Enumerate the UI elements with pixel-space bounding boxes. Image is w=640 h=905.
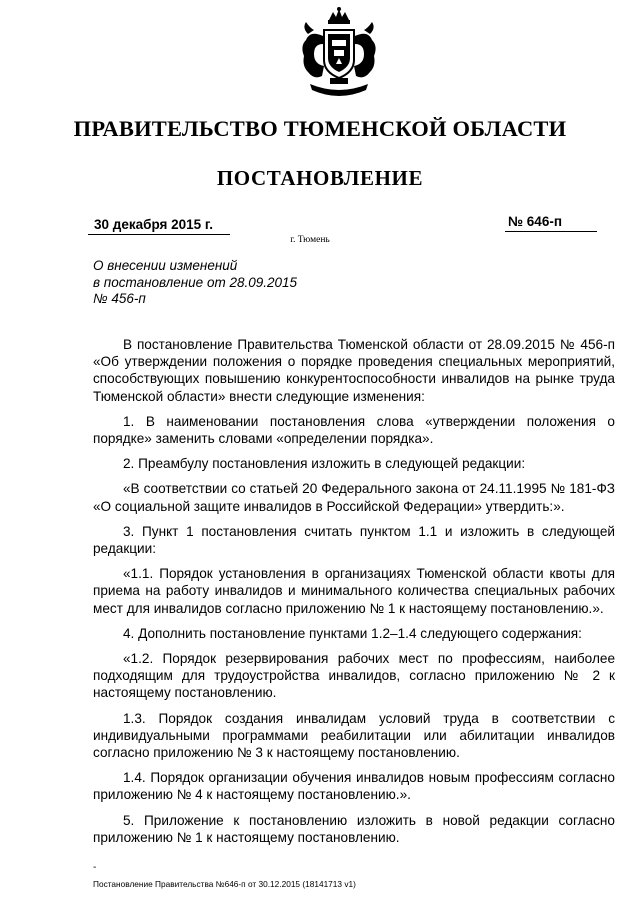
- subject-block: [93, 258, 297, 308]
- body-paragraph: В постановление Правительства Тюменской области от 28.09.2015 № 456-п «Об утверждении положения о порядке проведения специальных мероприятий, способствующих повышению конкурентоспособности инвалидов на рынке труда Тюменской области» внести следующие изменения:: [93, 337, 615, 404]
- document-body: [93, 336, 615, 854]
- body-paragraph: 2. Преамбулу постановления изложить в следующей редакции:: [123, 456, 526, 472]
- city-label: г. Тюмень: [290, 235, 330, 245]
- document-date: 30 декабря 2015 г.: [94, 217, 213, 232]
- government-title: ПРАВИТЕЛЬСТВО ТЮМЕНСКОЙ ОБЛАСТИ: [73, 116, 567, 141]
- subject-line: в постановление от 28.09.2015: [93, 274, 298, 290]
- coat-of-arms-icon: [296, 6, 382, 106]
- document-type-title: ПОСТАНОВЛЕНИЕ: [216, 166, 424, 190]
- document-number: № 646-п: [508, 214, 562, 229]
- body-paragraph: «В соответствии со статьей 20 Федерального закона от 24.11.1995 № 181-ФЗ «О социальной защите инвалидов в Российской Федерации» утвердить:».: [93, 481, 615, 514]
- body-paragraph: 5. Приложение к постановлению изложить в новой редакции согласно приложению № 1 к настоящему постановлению.: [93, 812, 615, 845]
- number-underline: [505, 231, 597, 232]
- footer-document-id: Постановление Правительства №646-п от 30.12.2015 (18141713 v1): [93, 879, 356, 889]
- body-paragraph: 1.3. Порядок создания инвалидам условий труда в соответствии с индивидуальными программами реабилитации или абилитации инвалидов согласно приложению № 3 к настоящему постановлению.: [93, 710, 615, 761]
- subject-line: № 456-п: [93, 291, 146, 306]
- footer-dash: -: [93, 862, 97, 873]
- body-paragraph: «1.1. Порядок установления в организациях Тюменской области квоты для приема на работу инвалидов и минимального количества специальных рабочих мест для инвалидов согласно приложению № 1 к настоящему постановлению.».: [93, 566, 615, 616]
- body-paragraph: 3. Пункт 1 постановления считать пунктом 1.1 и изложить в следующей редакции:: [93, 523, 615, 557]
- subject-line: О внесении изменений: [93, 258, 238, 273]
- body-paragraph: 1.4. Порядок организации обучения инвалидов новым профессиям согласно приложению № 4 к настоящему постановлению.».: [93, 770, 615, 803]
- body-paragraph: 4. Дополнить постановление пунктами 1.2–1.4 следующего содержания:: [123, 625, 582, 641]
- body-paragraph: «1.2. Порядок резервирования рабочих мест по профессиям, наиболее подходящим для трудоустройства инвалидов, согласно приложению № 2 к настоящему постановлению.: [93, 651, 615, 701]
- body-paragraph: 1. В наименовании постановления слова «утверждении положения о порядке» заменить словами «определении порядка».: [93, 413, 615, 447]
